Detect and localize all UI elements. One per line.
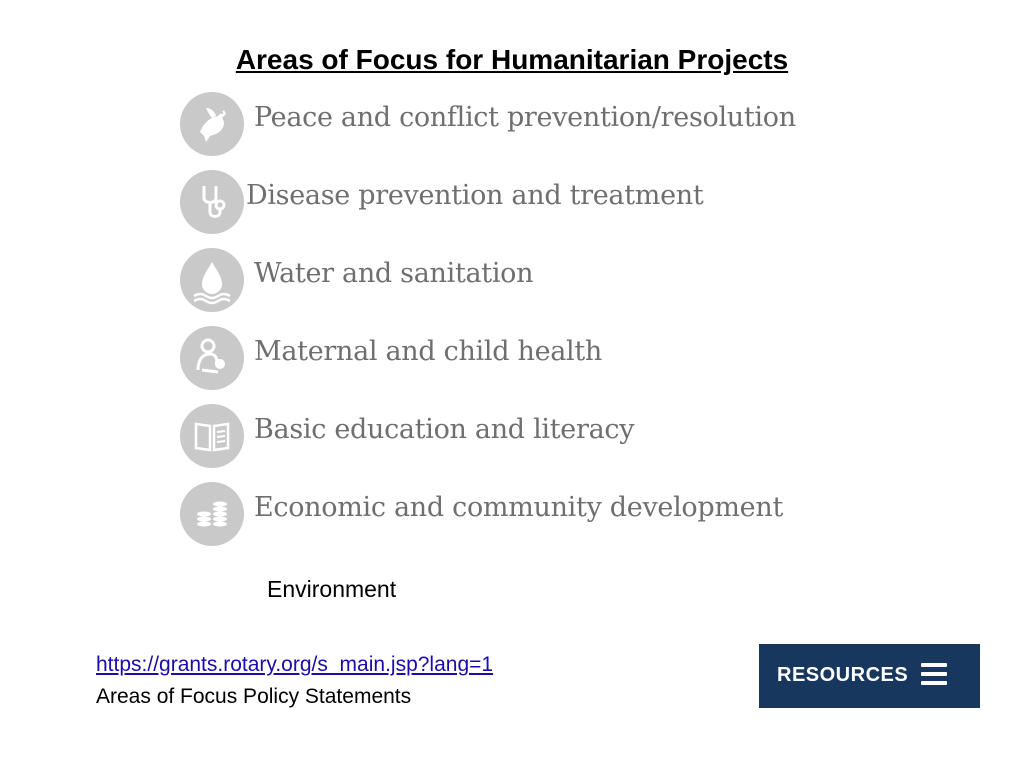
page-title: Areas of Focus for Humanitarian Projects bbox=[235, 44, 789, 75]
focus-item-disease bbox=[178, 170, 818, 234]
book-icon bbox=[180, 404, 244, 468]
focus-item-economic bbox=[178, 482, 818, 546]
policy-statements-text: Areas of Focus Policy Statements bbox=[96, 685, 412, 708]
focus-label: Basic education and literacy bbox=[254, 414, 635, 445]
focus-label: Economic and community development bbox=[254, 492, 783, 523]
dove-icon bbox=[180, 92, 244, 156]
focus-item-maternal bbox=[178, 326, 818, 390]
resources-label: RESOURCES bbox=[777, 664, 909, 686]
focus-label: Maternal and child health bbox=[254, 336, 603, 367]
mother-child-icon bbox=[180, 326, 244, 390]
water-drop-icon bbox=[180, 248, 244, 312]
focus-label: Peace and conflict prevention/resolution bbox=[254, 102, 796, 133]
focus-item-water bbox=[178, 248, 818, 312]
grants-link[interactable]: https://grants.rotary.org/s_main.jsp?lang=1 bbox=[96, 653, 494, 676]
stethoscope-icon bbox=[180, 170, 244, 234]
resources-button[interactable] bbox=[759, 644, 980, 708]
focus-label: Disease prevention and treatment bbox=[246, 180, 704, 211]
focus-item-education bbox=[178, 404, 818, 468]
coins-icon bbox=[180, 482, 244, 546]
focus-item-peace bbox=[178, 92, 818, 156]
focus-label: Water and sanitation bbox=[254, 258, 534, 289]
hamburger-menu-icon bbox=[921, 663, 947, 685]
environment-label: Environment bbox=[267, 576, 397, 602]
